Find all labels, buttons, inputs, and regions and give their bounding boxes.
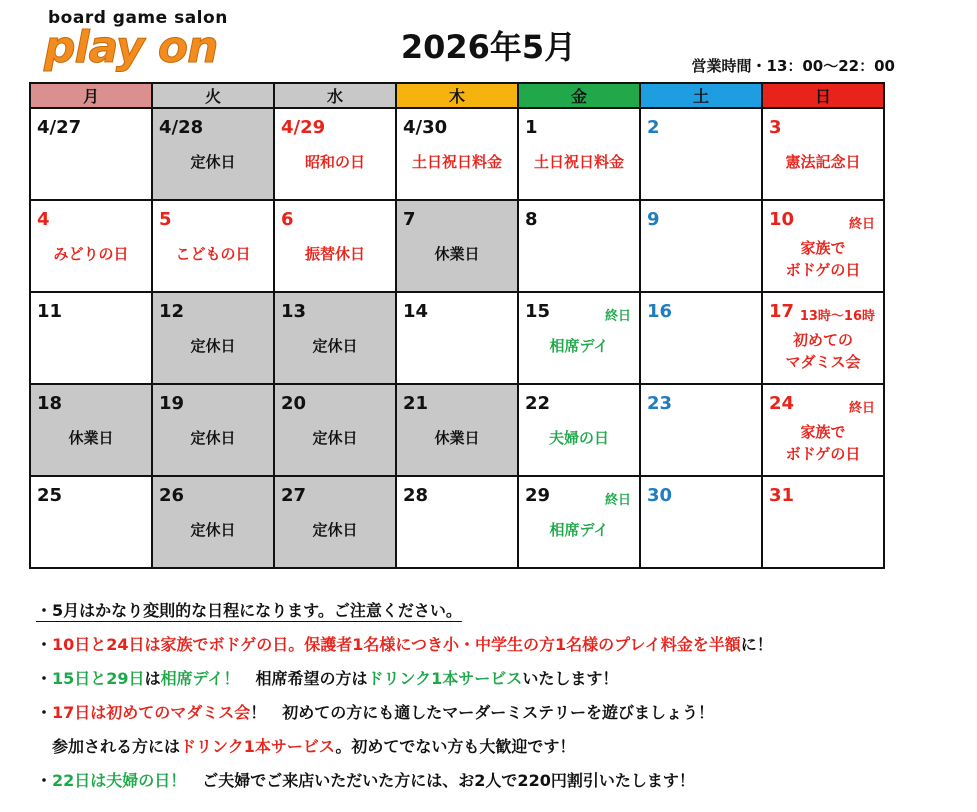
calendar-day-cell bbox=[396, 476, 518, 568]
day-event-text bbox=[397, 151, 517, 173]
calendar-day-cell bbox=[30, 384, 152, 476]
calendar-day-cell bbox=[396, 292, 518, 384]
calendar-week-row bbox=[30, 200, 884, 292]
day-event-text bbox=[763, 237, 883, 281]
calendar-week-row bbox=[30, 292, 884, 384]
note-segment: 相席希望の方は bbox=[239, 669, 368, 688]
day-number: 29 bbox=[525, 485, 551, 506]
day-event-line: 振替休日 bbox=[304, 245, 365, 263]
day-number: 28 bbox=[403, 485, 429, 506]
calendar-day-cell bbox=[274, 384, 396, 476]
day-event-line: 定休日 bbox=[190, 521, 236, 539]
calendar-body bbox=[30, 108, 884, 568]
day-event-text bbox=[275, 335, 395, 357]
note-segment: 17日は初めてのマダミス会 bbox=[52, 703, 251, 722]
day-event-line: 定休日 bbox=[190, 337, 236, 355]
day-event-line: 休業日 bbox=[68, 429, 114, 447]
day-event-line: ボドゲの日 bbox=[785, 445, 861, 463]
note-line bbox=[36, 698, 966, 732]
day-event-text bbox=[153, 243, 273, 265]
calendar-day-cell bbox=[30, 108, 152, 200]
day-event-line: こどもの日 bbox=[175, 245, 251, 263]
note-segment: ・5月はかなり変則的な日程になります。ご注意ください。 bbox=[36, 601, 462, 620]
calendar-day-cell bbox=[640, 292, 762, 384]
note-segment: 相席デイ！ bbox=[160, 669, 240, 688]
day-number: 24 bbox=[769, 393, 795, 414]
weekday-header: 月 bbox=[30, 83, 152, 108]
day-event-line: 土日祝日料金 bbox=[533, 153, 624, 171]
calendar-day-cell bbox=[274, 292, 396, 384]
note-segment: 15日と29日 bbox=[52, 669, 145, 688]
day-number: 12 bbox=[159, 301, 185, 322]
note-segment: ・ bbox=[36, 771, 53, 790]
day-event-line: 家族で bbox=[800, 239, 846, 257]
weekday-header-row bbox=[30, 83, 884, 108]
note-segment: 参加される方には bbox=[36, 737, 181, 756]
calendar-day-cell bbox=[152, 108, 274, 200]
calendar-day-cell bbox=[274, 108, 396, 200]
calendar-day-cell bbox=[152, 292, 274, 384]
day-event-text bbox=[275, 243, 395, 265]
day-event-line: 休業日 bbox=[434, 245, 480, 263]
day-number: 17 bbox=[769, 301, 795, 322]
day-event-line: 昭和の日 bbox=[304, 153, 365, 171]
note-segment: ドリンク1本サービス bbox=[180, 737, 336, 756]
day-event-line: 憲法記念日 bbox=[785, 153, 861, 171]
day-event-text bbox=[519, 151, 639, 173]
day-event-line: 定休日 bbox=[312, 429, 358, 447]
day-number: 9 bbox=[647, 209, 660, 230]
calendar-day-cell bbox=[762, 384, 884, 476]
note-line bbox=[36, 732, 966, 766]
weekday-header: 土 bbox=[640, 83, 762, 108]
day-event-line: 休業日 bbox=[434, 429, 480, 447]
note-segment: ドリンク1本サービス bbox=[367, 669, 523, 688]
day-event-line: ボドゲの日 bbox=[785, 261, 861, 279]
day-event-text bbox=[397, 243, 517, 265]
day-event-text bbox=[763, 151, 883, 173]
day-number: 2 bbox=[647, 117, 660, 138]
day-number: 11 bbox=[37, 301, 63, 322]
day-event-text bbox=[275, 427, 395, 449]
day-time-note: 終日 bbox=[848, 401, 875, 416]
notes-list bbox=[36, 596, 966, 800]
day-number: 21 bbox=[403, 393, 429, 414]
day-number: 19 bbox=[159, 393, 185, 414]
day-event-line: 初めての bbox=[792, 331, 853, 349]
day-event-line: 定休日 bbox=[312, 521, 358, 539]
calendar-day-cell bbox=[152, 384, 274, 476]
day-event-text bbox=[153, 427, 273, 449]
calendar-day-cell bbox=[640, 384, 762, 476]
calendar-day-cell bbox=[396, 200, 518, 292]
day-event-line: 定休日 bbox=[190, 153, 236, 171]
calendar-week-row bbox=[30, 476, 884, 568]
calendar-day-cell bbox=[152, 476, 274, 568]
day-number: 26 bbox=[159, 485, 185, 506]
day-event-text bbox=[31, 427, 151, 449]
day-number: 7 bbox=[403, 209, 416, 230]
calendar-day-cell bbox=[518, 108, 640, 200]
calendar-day-cell bbox=[274, 200, 396, 292]
day-event-line: 相席デイ bbox=[549, 521, 609, 539]
day-number: 6 bbox=[281, 209, 294, 230]
day-number: 16 bbox=[647, 301, 673, 322]
day-number: 30 bbox=[647, 485, 673, 506]
day-number: 13 bbox=[281, 301, 307, 322]
day-number: 1 bbox=[525, 117, 538, 138]
weekday-header: 火 bbox=[152, 83, 274, 108]
day-number: 23 bbox=[647, 393, 673, 414]
note-segment: ！ 初めての方にも適したマーダーミステリーを遊びましょう！ bbox=[250, 703, 714, 722]
note-segment: ・ bbox=[36, 669, 53, 688]
logo-subtitle: board game salon bbox=[48, 8, 228, 28]
day-event-line: 相席デイ bbox=[549, 337, 609, 355]
calendar-day-cell bbox=[762, 476, 884, 568]
calendar-day-cell bbox=[518, 292, 640, 384]
note-segment: に！ bbox=[740, 635, 773, 654]
calendar-day-cell bbox=[640, 200, 762, 292]
day-event-text bbox=[31, 243, 151, 265]
day-event-text bbox=[275, 519, 395, 541]
weekday-header: 日 bbox=[762, 83, 884, 108]
day-event-line: 夫婦の日 bbox=[548, 429, 609, 447]
calendar-day-cell bbox=[30, 200, 152, 292]
calendar-day-cell bbox=[518, 384, 640, 476]
day-number: 18 bbox=[37, 393, 63, 414]
day-number: 31 bbox=[769, 485, 795, 506]
day-number: 4 bbox=[37, 209, 50, 230]
day-number: 3 bbox=[769, 117, 782, 138]
calendar-day-cell bbox=[762, 292, 884, 384]
calendar-day-cell bbox=[762, 200, 884, 292]
calendar-day-cell bbox=[274, 476, 396, 568]
day-event-text bbox=[519, 335, 639, 357]
day-event-text bbox=[519, 427, 639, 449]
day-event-line: マダミス会 bbox=[785, 353, 861, 371]
day-event-text bbox=[397, 427, 517, 449]
day-event-line: 家族で bbox=[800, 423, 846, 441]
calendar-week-row bbox=[30, 384, 884, 476]
calendar-day-cell bbox=[640, 108, 762, 200]
note-segment: 10日と24日は家族でボドゲの日。保護者1名様につき小・中学生の方1名様のプレイ料金を半額 bbox=[52, 635, 741, 654]
weekday-header: 金 bbox=[518, 83, 640, 108]
day-event-text bbox=[763, 421, 883, 465]
day-number: 25 bbox=[37, 485, 63, 506]
note-segment: ・ bbox=[36, 635, 53, 654]
day-time-note: 終日 bbox=[604, 309, 631, 324]
day-number: 5 bbox=[159, 209, 172, 230]
day-number: 4/30 bbox=[403, 117, 448, 138]
calendar-day-cell bbox=[30, 292, 152, 384]
calendar-week-row bbox=[30, 108, 884, 200]
weekday-header: 木 bbox=[396, 83, 518, 108]
note-line bbox=[36, 630, 966, 664]
calendar-day-cell bbox=[396, 108, 518, 200]
day-event-text bbox=[519, 519, 639, 541]
day-number: 4/28 bbox=[159, 117, 204, 138]
day-time-note: 終日 bbox=[604, 493, 631, 508]
day-time-note: 13時～16時 bbox=[799, 309, 875, 324]
note-line bbox=[36, 766, 966, 800]
calendar-day-cell bbox=[518, 476, 640, 568]
note-segment: ・ bbox=[36, 703, 53, 722]
calendar-day-cell bbox=[30, 476, 152, 568]
day-event-text bbox=[153, 151, 273, 173]
day-event-text bbox=[763, 329, 883, 373]
note-line bbox=[36, 664, 966, 698]
weekday-header: 水 bbox=[274, 83, 396, 108]
day-number: 20 bbox=[281, 393, 307, 414]
calendar-day-cell bbox=[518, 200, 640, 292]
day-event-text bbox=[153, 519, 273, 541]
day-number: 10 bbox=[769, 209, 795, 230]
day-number: 4/29 bbox=[281, 117, 326, 138]
calendar-day-cell bbox=[762, 108, 884, 200]
day-event-text bbox=[153, 335, 273, 357]
logo: play on bbox=[44, 22, 218, 73]
day-event-text bbox=[275, 151, 395, 173]
day-number: 27 bbox=[281, 485, 307, 506]
day-number: 14 bbox=[403, 301, 429, 322]
note-segment: 。初めてでない方も大歓迎です！ bbox=[335, 737, 576, 756]
day-time-note: 終日 bbox=[848, 217, 875, 232]
business-hours: 営業時間・13：00～22：00 bbox=[691, 57, 895, 75]
calendar-day-cell bbox=[640, 476, 762, 568]
day-number: 15 bbox=[525, 301, 551, 322]
note-segment: ご夫婦でご来店いただいた方には、お2人で220円割引いたします！ bbox=[186, 771, 695, 790]
day-number: 4/27 bbox=[37, 117, 82, 138]
day-number: 22 bbox=[525, 393, 551, 414]
day-number: 8 bbox=[525, 209, 538, 230]
day-event-line: 定休日 bbox=[190, 429, 236, 447]
day-event-line: 定休日 bbox=[312, 337, 358, 355]
day-event-line: みどりの日 bbox=[53, 245, 129, 263]
calendar-day-cell bbox=[396, 384, 518, 476]
day-event-line: 土日祝日料金 bbox=[411, 153, 502, 171]
calendar-day-cell bbox=[152, 200, 274, 292]
note-segment: 22日は夫婦の日！ bbox=[52, 771, 187, 790]
note-line bbox=[36, 596, 966, 630]
note-segment: は bbox=[144, 669, 161, 688]
page-title: 2026年5月 bbox=[400, 28, 577, 66]
note-segment: いたします！ bbox=[522, 669, 619, 688]
calendar-table bbox=[29, 82, 885, 569]
